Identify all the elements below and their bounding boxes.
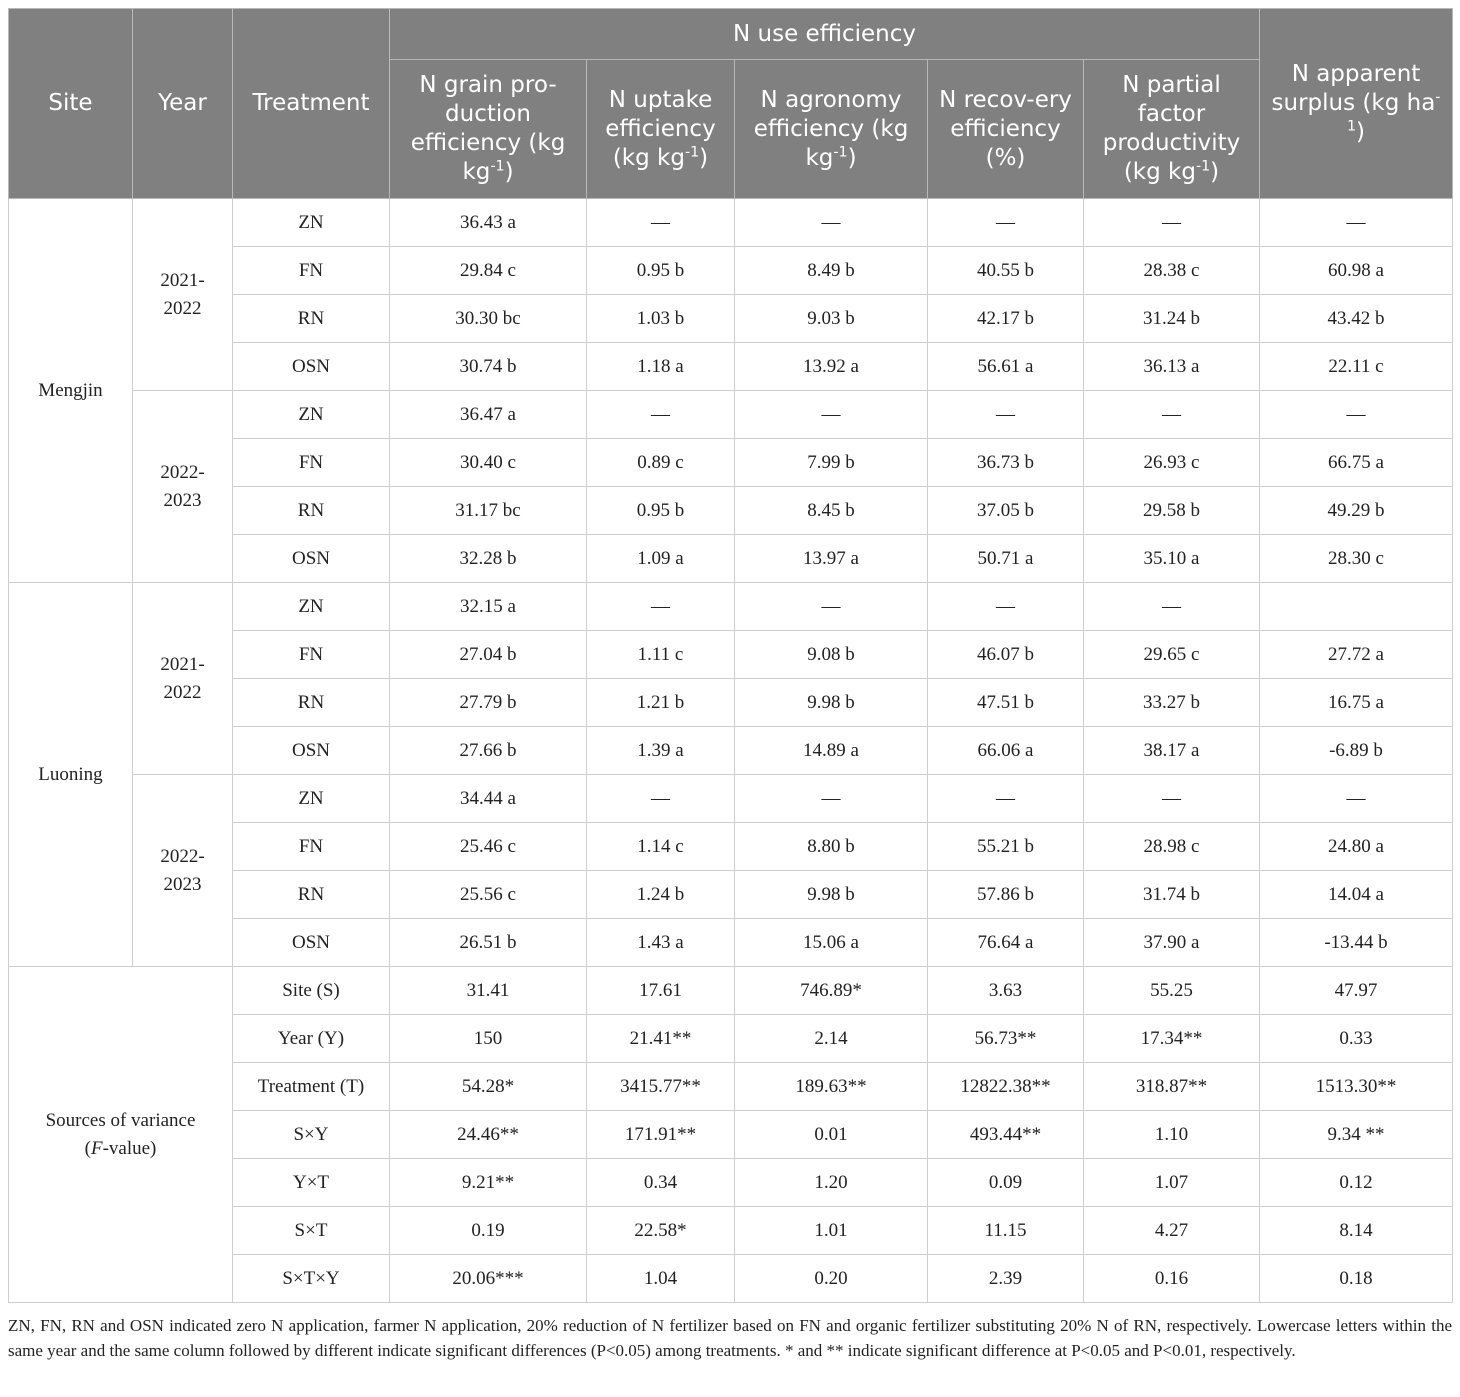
value-cell: 3415.77** [587,1063,735,1111]
header-col-tail: ) [699,144,709,171]
variance-label-cell [9,967,233,1303]
value-cell: 32.28 b [390,535,587,583]
year-start: 2021- [160,269,205,291]
variance-row [9,967,1453,1015]
variance-label-paren: ( [84,1137,91,1159]
treatment-cell: OSN [233,727,390,775]
treatment-cell: FN [233,631,390,679]
value-cell: 11.15 [928,1207,1084,1255]
value-cell: 27.66 b [390,727,587,775]
variance-label-main: Sources of variance [45,1109,196,1131]
value-cell: 66.06 a [928,727,1084,775]
value-cell: 0.16 [1084,1255,1260,1303]
value-cell: 14.89 a [735,727,928,775]
header-col-sup: -1 [1195,158,1211,175]
value-cell: 21.41** [587,1015,735,1063]
value-cell: 56.73** [928,1015,1084,1063]
value-cell: 28.38 c [1084,247,1260,295]
header-site: Site [9,9,133,199]
value-cell: 171.91** [587,1111,735,1159]
value-cell: 746.89* [735,967,928,1015]
value-cell: 28.30 c [1260,535,1453,583]
treatment-cell: RN [233,487,390,535]
nitrogen-efficiency-table [8,8,1453,1303]
table-row [9,199,1453,247]
variance-source-cell: Site (S) [233,967,390,1015]
treatment-cell: ZN [233,775,390,823]
value-cell: 14.04 a [1260,871,1453,919]
value-cell: 40.55 b [928,247,1084,295]
header-col-text: N recov-ery efficiency (%) [939,86,1072,171]
value-cell: 38.17 a [1084,727,1260,775]
year-end: 2022 [163,681,202,703]
value-cell: 57.86 b [928,871,1084,919]
value-cell: 36.43 a [390,199,587,247]
value-cell: 1.01 [735,1207,928,1255]
value-cell: — [1084,391,1260,439]
value-cell: 9.98 b [735,679,928,727]
value-cell: 12822.38** [928,1063,1084,1111]
value-cell: 1.20 [735,1159,928,1207]
treatment-cell: RN [233,679,390,727]
value-cell: 1.04 [587,1255,735,1303]
value-cell: 0.89 c [587,439,735,487]
value-cell: 33.27 b [1084,679,1260,727]
value-cell: 24.46** [390,1111,587,1159]
value-cell: — [1084,199,1260,247]
treatment-cell: ZN [233,583,390,631]
value-cell: 43.42 b [1260,295,1453,343]
value-cell: 3.63 [928,967,1084,1015]
value-cell: 17.34** [1084,1015,1260,1063]
header-col-sup: -1 [833,143,848,160]
value-cell: 0.09 [928,1159,1084,1207]
value-cell: 76.64 a [928,919,1084,967]
site-cell: Luoning [9,583,133,967]
header-col-text: N grain pro-duction efficiency (kg kg [410,72,566,185]
value-cell: — [928,583,1084,631]
value-cell: 13.97 a [735,535,928,583]
value-cell: 1.10 [1084,1111,1260,1159]
value-cell: 4.27 [1084,1207,1260,1255]
value-cell: 0.95 b [587,487,735,535]
header-n-recovery-efficiency [928,60,1084,199]
variance-source-cell: Treatment (T) [233,1063,390,1111]
value-cell: 28.98 c [1084,823,1260,871]
value-cell: 13.92 a [735,343,928,391]
table-container [8,8,1452,1303]
value-cell: 7.99 b [735,439,928,487]
value-cell: — [587,583,735,631]
value-cell: — [1260,199,1453,247]
value-cell: 54.28* [390,1063,587,1111]
header-col-text: N partial factor productivity (kg kg [1102,72,1241,185]
value-cell: — [587,775,735,823]
year-start: 2022- [160,461,205,483]
value-cell: 27.04 b [390,631,587,679]
treatment-cell: FN [233,247,390,295]
value-cell: 8.14 [1260,1207,1453,1255]
value-cell: 17.61 [587,967,735,1015]
value-cell: 60.98 a [1260,247,1453,295]
year-cell [133,775,233,967]
treatment-cell: FN [233,823,390,871]
table-body [9,199,1453,1303]
value-cell: 150 [390,1015,587,1063]
value-cell: 46.07 b [928,631,1084,679]
value-cell: 36.73 b [928,439,1084,487]
value-cell: 2.39 [928,1255,1084,1303]
value-cell: 2.14 [735,1015,928,1063]
value-cell: 22.58* [587,1207,735,1255]
header-surplus-text: N apparent surplus (kg ha [1271,61,1436,116]
value-cell: 1.09 a [587,535,735,583]
value-cell: 493.44** [928,1111,1084,1159]
value-cell: 26.51 b [390,919,587,967]
value-cell: — [587,199,735,247]
year-end: 2023 [163,489,202,511]
year-start: 2021- [160,653,205,675]
header-n-use-efficiency: N use efficiency [390,9,1260,60]
value-cell: 31.74 b [1084,871,1260,919]
value-cell: 36.13 a [1084,343,1260,391]
variance-label-tail: -value) [102,1137,157,1159]
header-col-sup: -1 [490,158,505,175]
table-header [9,9,1453,199]
value-cell: 55.21 b [928,823,1084,871]
value-cell: — [1084,583,1260,631]
header-n-agronomy-efficiency [735,60,928,199]
value-cell: 66.75 a [1260,439,1453,487]
value-cell: — [587,391,735,439]
value-cell: 25.46 c [390,823,587,871]
header-treatment: Treatment [233,9,390,199]
value-cell: 1.14 c [587,823,735,871]
value-cell: — [735,199,928,247]
value-cell: 27.79 b [390,679,587,727]
value-cell: 31.41 [390,967,587,1015]
year-end: 2023 [163,873,202,895]
value-cell: 56.61 a [928,343,1084,391]
value-cell: 16.75 a [1260,679,1453,727]
value-cell: 32.15 a [390,583,587,631]
value-cell: 1.03 b [587,295,735,343]
header-n-uptake-efficiency [587,60,735,199]
value-cell: 0.01 [735,1111,928,1159]
header-surplus-sup: -1 [1346,89,1441,135]
treatment-cell: RN [233,295,390,343]
value-cell: 55.25 [1084,967,1260,1015]
value-cell: 31.17 bc [390,487,587,535]
value-cell: 0.19 [390,1207,587,1255]
value-cell: 9.98 b [735,871,928,919]
header-col-tail: ) [847,144,857,171]
header-surplus-tail: ) [1356,119,1366,145]
table-row [9,583,1453,631]
value-cell: 25.56 c [390,871,587,919]
header-col-tail: ) [1210,159,1220,185]
variance-label-italic: F [90,1137,103,1159]
header-col-text: N agronomy efficiency (kg kg [753,86,909,171]
value-cell: 9.03 b [735,295,928,343]
value-cell: 1.39 a [587,727,735,775]
year-start: 2022- [160,845,205,867]
value-cell: 8.80 b [735,823,928,871]
table-row [9,391,1453,439]
variance-source-cell: S×Y [233,1111,390,1159]
value-cell: 189.63** [735,1063,928,1111]
value-cell: 29.84 c [390,247,587,295]
value-cell: — [1084,775,1260,823]
treatment-cell: ZN [233,199,390,247]
value-cell: 36.47 a [390,391,587,439]
value-cell: 47.97 [1260,967,1453,1015]
value-cell: 0.34 [587,1159,735,1207]
value-cell: 1.07 [1084,1159,1260,1207]
header-col-text: N uptake efficiency (kg kg [605,86,716,171]
year-cell [133,391,233,583]
treatment-cell: ZN [233,391,390,439]
treatment-cell: OSN [233,343,390,391]
value-cell: 318.87** [1084,1063,1260,1111]
value-cell: 15.06 a [735,919,928,967]
header-n-grain-production-efficiency [390,60,587,199]
value-cell: 1513.30** [1260,1063,1453,1111]
treatment-cell: OSN [233,919,390,967]
treatment-cell: OSN [233,535,390,583]
value-cell [1260,583,1453,631]
value-cell: 35.10 a [1084,535,1260,583]
treatment-cell: RN [233,871,390,919]
value-cell: 1.43 a [587,919,735,967]
value-cell: 0.12 [1260,1159,1453,1207]
year-cell [133,199,233,391]
value-cell: 29.65 c [1084,631,1260,679]
value-cell: 20.06*** [390,1255,587,1303]
value-cell: 9.21** [390,1159,587,1207]
value-cell: 37.90 a [1084,919,1260,967]
value-cell: 49.29 b [1260,487,1453,535]
value-cell: 0.18 [1260,1255,1453,1303]
variance-source-cell: S×T [233,1207,390,1255]
value-cell: 8.45 b [735,487,928,535]
value-cell: 27.72 a [1260,631,1453,679]
value-cell: 8.49 b [735,247,928,295]
value-cell: 0.95 b [587,247,735,295]
value-cell: 42.17 b [928,295,1084,343]
value-cell: 30.40 c [390,439,587,487]
value-cell: 0.33 [1260,1015,1453,1063]
value-cell: 29.58 b [1084,487,1260,535]
year-cell [133,583,233,775]
value-cell: 22.11 c [1260,343,1453,391]
table-row [9,775,1453,823]
value-cell: 24.80 a [1260,823,1453,871]
value-cell: 9.34 ** [1260,1111,1453,1159]
variance-source-cell: S×T×Y [233,1255,390,1303]
value-cell: 1.21 b [587,679,735,727]
header-col-tail: ) [504,159,514,185]
value-cell: — [1260,775,1453,823]
value-cell: — [735,583,928,631]
variance-source-cell: Y×T [233,1159,390,1207]
value-cell: 47.51 b [928,679,1084,727]
header-year: Year [133,9,233,199]
value-cell: 9.08 b [735,631,928,679]
value-cell: 30.30 bc [390,295,587,343]
value-cell: 0.20 [735,1255,928,1303]
value-cell: 1.24 b [587,871,735,919]
value-cell: — [928,775,1084,823]
value-cell: — [735,775,928,823]
value-cell: — [928,391,1084,439]
site-cell: Mengjin [9,199,133,583]
header-n-apparent-surplus [1260,9,1453,199]
value-cell: 31.24 b [1084,295,1260,343]
value-cell: 1.18 a [587,343,735,391]
value-cell: 37.05 b [928,487,1084,535]
value-cell: 50.71 a [928,535,1084,583]
header-col-sup: -1 [684,143,700,160]
value-cell: -13.44 b [1260,919,1453,967]
variance-source-cell: Year (Y) [233,1015,390,1063]
value-cell: 34.44 a [390,775,587,823]
value-cell: — [1260,391,1453,439]
value-cell: — [735,391,928,439]
value-cell: 30.74 b [390,343,587,391]
value-cell: 1.11 c [587,631,735,679]
value-cell: — [928,199,1084,247]
treatment-cell: FN [233,439,390,487]
table-footnote: ZN, FN, RN and OSN indicated zero N application, farmer N application, 20% reduction of N fertilizer based on FN and organic fertilizer substituting 20% N of RN, respectively. Lowercase letters within the same year and the same column followed by different indicate significant differences (P<0.05) among treatments. * and ** indicate significant difference at P<0.05 and P<0.01, respectively. [8,1316,1452,1360]
value-cell: 26.93 c [1084,439,1260,487]
value-cell: -6.89 b [1260,727,1453,775]
year-end: 2022 [163,297,202,319]
header-n-partial-factor-productivity [1084,60,1260,199]
